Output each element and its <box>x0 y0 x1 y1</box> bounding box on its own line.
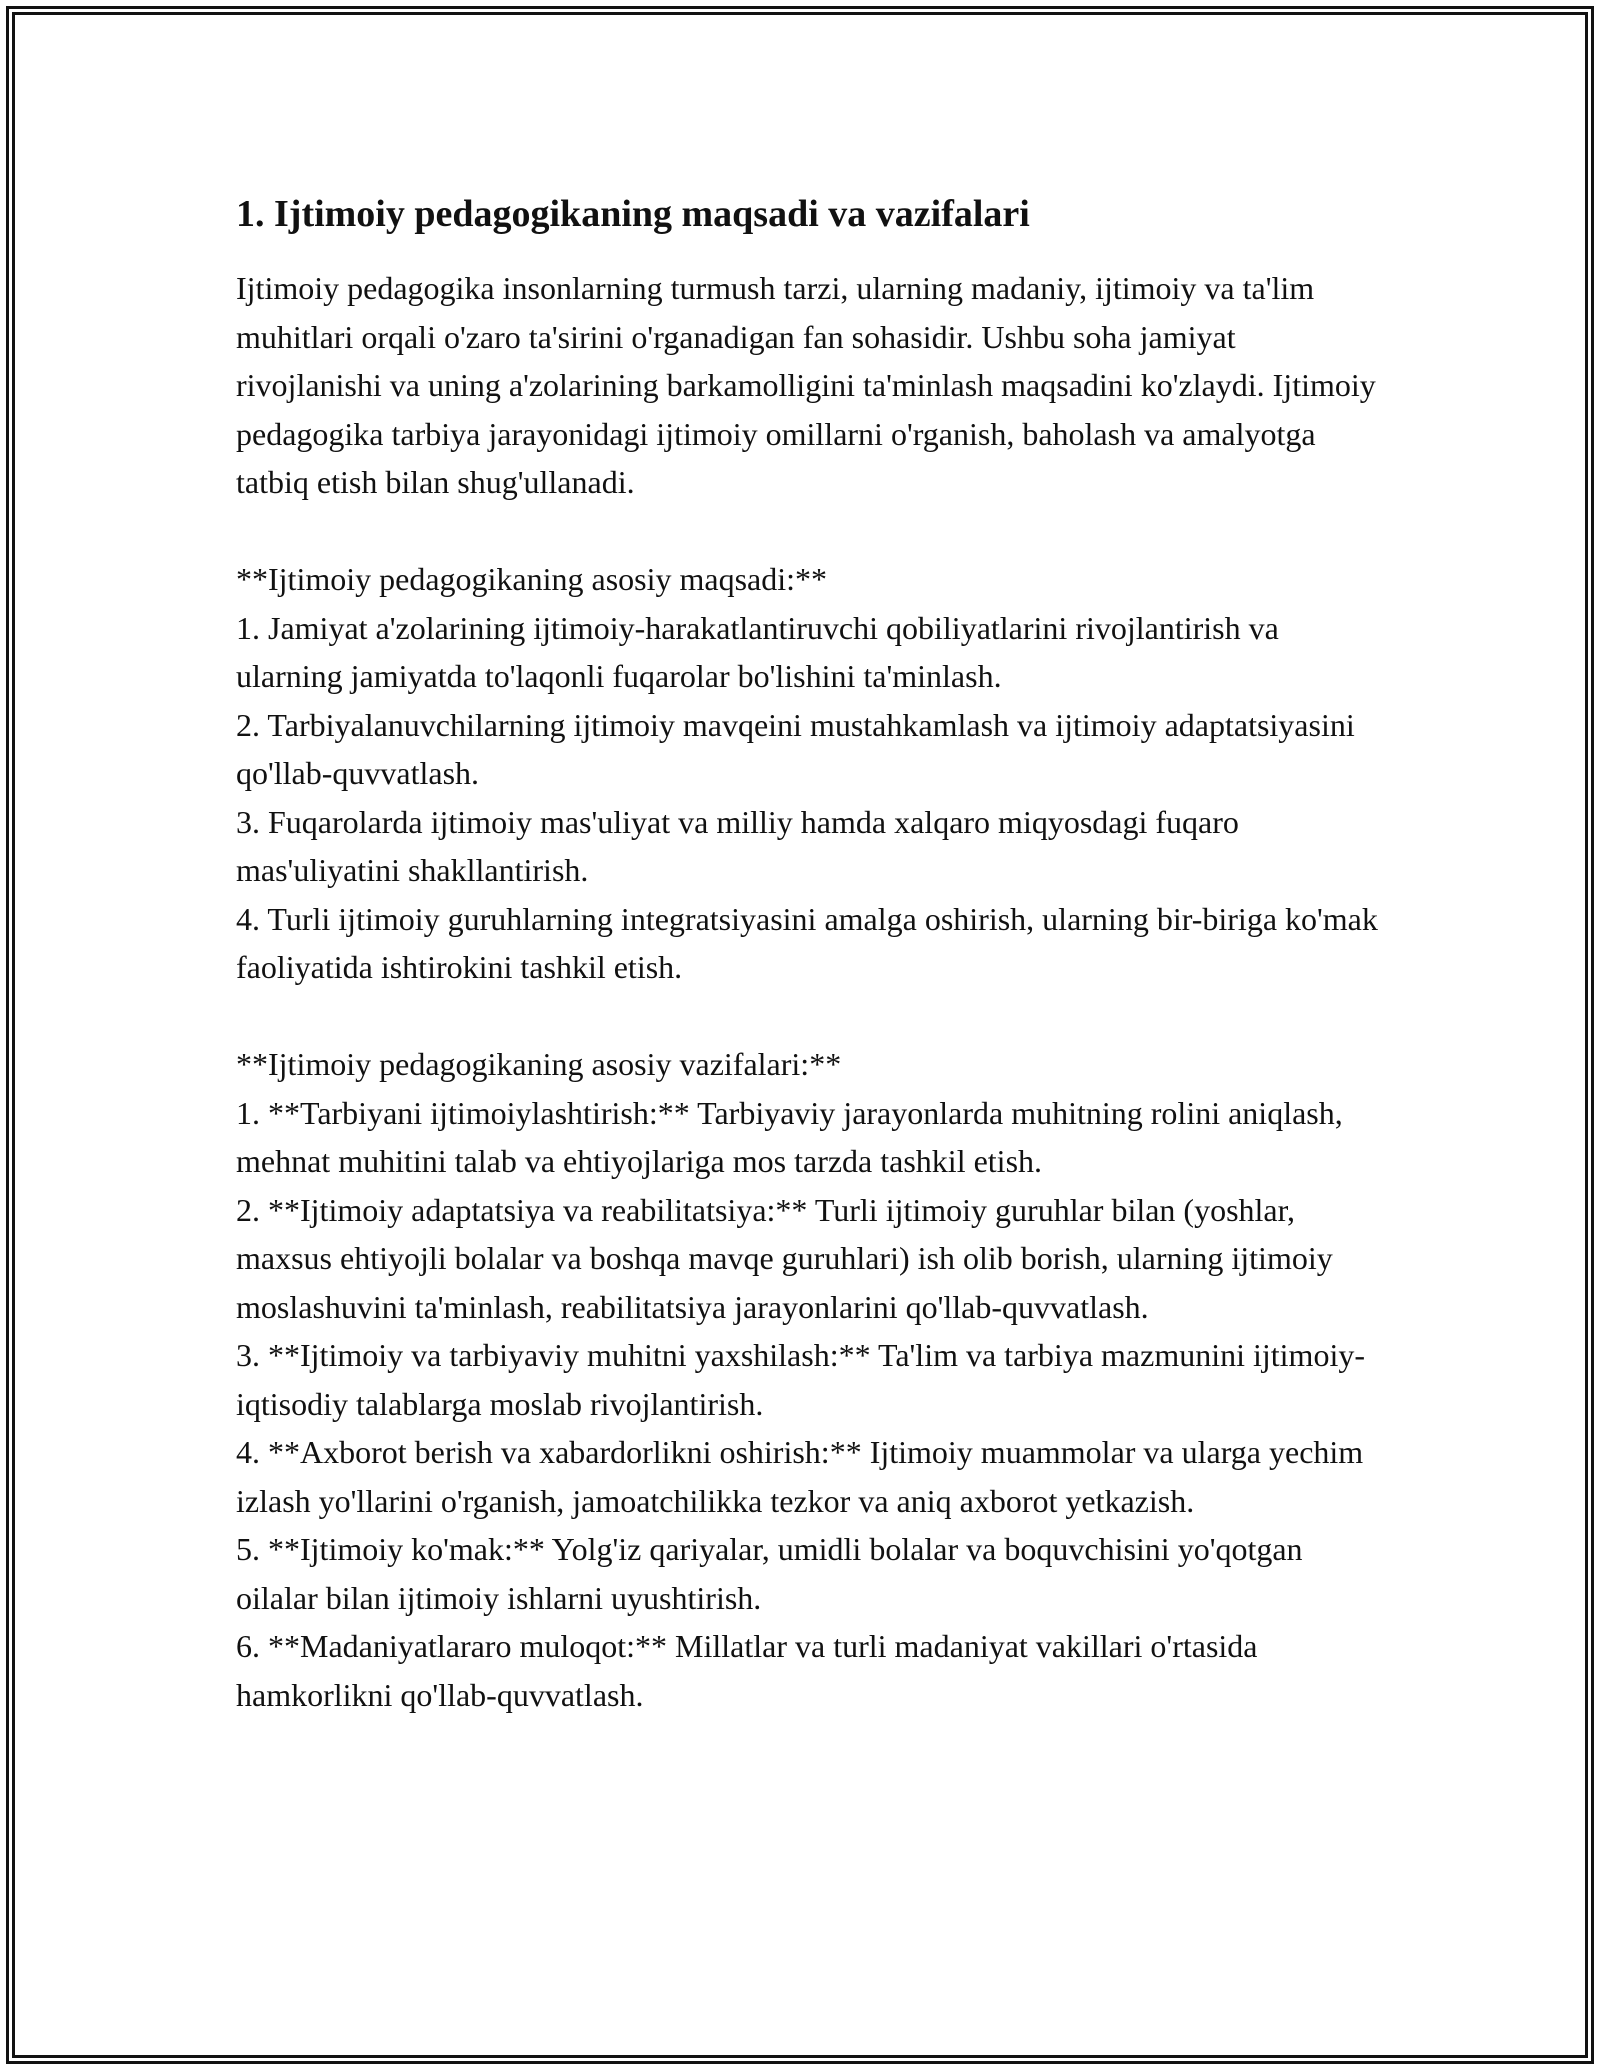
goals-item: 4. Turli ijtimoiy guruhlarning integratsiyasini amalga oshirish, ularning bir-biriga ko'mak faoliyatida ishtirokini tashkil etish. <box>236 900 1378 985</box>
section-heading: 1. Ijtimoiy pedagogikaning maqsadi va vazifalari <box>236 193 1030 235</box>
tasks-item: 3. **Ijtimoiy va tarbiyaviy muhitni yaxshilash:** Ta'lim va tarbiya mazmunini ijtimoiy-iqtisodiy talablarga moslab rivojlantirish. <box>236 1337 1365 1422</box>
goals-item: 1. Jamiyat a'zolarining ijtimoiy-harakatlantiruvchi qobiliyatlarini rivojlantirish va ularning jamiyatda to'laqonli fuqarolar bo'lishini ta'minlash. <box>236 609 1279 694</box>
paragraph-gap <box>236 507 1386 556</box>
tasks-item: 6. **Madaniyatlararo muloqot:** Millatlar va turli madaniyat vakillari o'rtasida hamkorlikni qo'llab-quvvatlash. <box>236 1628 1258 1713</box>
paragraph-gap <box>236 992 1386 1041</box>
goals-item: 2. Tarbiyalanuvchilarning ijtimoiy mavqeini mustahkamlash va ijtimoiy adaptatsiyasini qo'llab-quvvatlash. <box>236 706 1355 791</box>
intro-paragraph: Ijtimoiy pedagogika insonlarning turmush tarzi, ularning madaniy, ijtimoiy va ta'lim muhitlari orqali o'zaro ta'sirini o'rganadigan fan sohasidir. Ushbu soha jamiyat rivojlanishi va uning a'zolarining barkamolligini ta'minlash maqsadini ko'zlaydi. Ijtimoiy pedagogika tarbiya jarayonidagi ijtimoiy omillarni o'rganish, baholash va amalyotga tatbiq etish bilan shug'ullanadi. <box>236 270 1376 500</box>
document-body <box>236 186 1386 1719</box>
tasks-item: 1. **Tarbiyani ijtimoiylashtirish:** Tarbiyaviy jarayonlarda muhitning rolini aniqlash, mehnat muhitini talab va ehtiyojlariga mos tarzda tashkil etish. <box>236 1094 1343 1179</box>
tasks-title: **Ijtimoiy pedagogikaning asosiy vazifalari:** <box>236 1046 842 1082</box>
tasks-item: 4. **Axborot berish va xabardorlikni oshirish:** Ijtimoiy muammolar va ularga yechim izlash yo'llarini o'rganish, jamoatchilikka tezkor va aniq axborot yetkazish. <box>236 1434 1364 1519</box>
goals-item: 3. Fuqarolarda ijtimoiy mas'uliyat va milliy hamda xalqaro miqyosdagi fuqaro mas'uliyatini shakllantirish. <box>236 803 1239 888</box>
goals-section <box>236 555 1386 992</box>
tasks-item: 5. **Ijtimoiy ko'mak:** Yolg'iz qariyalar, umidli bolalar va boquvchisini yo'qotgan oilalar bilan ijtimoiy ishlarni uyushtirish. <box>236 1531 1303 1616</box>
tasks-item: 2. **Ijtimoiy adaptatsiya va reabilitatsiya:** Turli ijtimoiy guruhlar bilan (yoshlar, maxsus ehtiyojli bolalar va boshqa mavqe guruhlari) ish olib borish, ularning ijtimoiy moslashuvini ta'minlash, reabilitatsiya jarayonlarini qo'llab-quvvatlash. <box>236 1191 1333 1325</box>
tasks-section <box>236 1040 1386 1719</box>
goals-title: **Ijtimoiy pedagogikaning asosiy maqsadi:** <box>236 561 828 597</box>
